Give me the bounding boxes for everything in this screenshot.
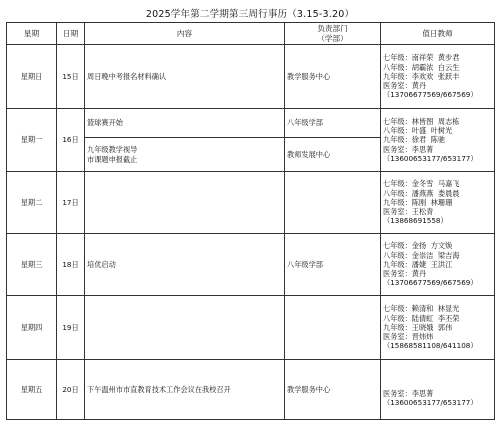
schedule-table xyxy=(6,22,495,420)
date-cell: 18日 xyxy=(57,234,85,296)
dept-cell: 八年级学部 xyxy=(285,109,381,138)
week-cell: 星期一 xyxy=(7,109,57,172)
header-dept: 负责部门 （学部） xyxy=(285,23,381,45)
dept-cell: 教学服务中心 xyxy=(285,360,381,420)
dept-cell xyxy=(285,296,381,360)
week-cell: 星期二 xyxy=(7,172,57,234)
header-week: 星期 xyxy=(7,23,57,45)
date-cell: 20日 xyxy=(57,360,85,420)
date-cell: 19日 xyxy=(57,296,85,360)
content-cell xyxy=(85,296,285,360)
dept-cell: 八年级学部 xyxy=(285,234,381,296)
page-title: 2025学年第二学期第三周行事历（3.15-3.20） xyxy=(145,9,355,20)
dept-cell xyxy=(285,172,381,234)
header-duty: 值日教师 xyxy=(381,23,495,45)
content-cell: 篮球赛开始 xyxy=(85,109,285,138)
table-row xyxy=(7,234,495,296)
table-header-row xyxy=(7,23,495,45)
duty-cell: 七年级：南祥荣 黄步君 八年级：胡霸浓 白云生 九年级：李欢欢 张跃丰 医务室：黄丹 （13706677569/667569） xyxy=(381,45,495,109)
date-cell: 17日 xyxy=(57,172,85,234)
table-row xyxy=(7,296,495,360)
week-cell: 星期四 xyxy=(7,296,57,360)
dept-cell: 教师发展中心 xyxy=(285,138,381,172)
duty-cell: 七年级：金扬 方文焕 八年级：金崇洁 梁吉海 九年级：潘婕 王洪江 医务室：黄丹 （13706677569/667569） xyxy=(381,234,495,296)
date-cell: 16日 xyxy=(57,109,85,172)
content-cell: 九年级教学视导 市课题申报截止 xyxy=(85,138,285,172)
date-cell: 15日 xyxy=(57,45,85,109)
table-row xyxy=(7,109,495,138)
content-cell: 下午温州市市直教育技术工作会议在我校召开 xyxy=(85,360,285,420)
content-cell xyxy=(85,172,285,234)
schedule-body xyxy=(7,45,495,420)
header-content: 内容 xyxy=(85,23,285,45)
week-cell: 星期三 xyxy=(7,234,57,296)
table-row xyxy=(7,360,495,420)
duty-cell: 七年级：林皆图 周志栋 八年级：叶盛 叶树光 九年级：徐君 陈驰 医务室：李思菁 （13600653177/653177） xyxy=(381,109,495,172)
table-row xyxy=(7,45,495,109)
duty-cell: 七年级：赖清和 林显光 八年级：陆倩虹 李丕荣 九年级：王晓娥 郭伟 医务室：晋炜炜 （15868581108/641108） xyxy=(381,296,495,360)
table-row xyxy=(7,172,495,234)
duty-cell: 医务室：李思菁 （13600653177/653177） xyxy=(381,360,495,420)
content-cell: 周日晚中考报名材料确认 xyxy=(85,45,285,109)
duty-cell: 七年级：金冬雪 马嘉飞 八年级：潘燕燕 娄晨晨 九年级：陈刚 林珊珊 医务室：王松青 （13868691558） xyxy=(381,172,495,234)
dept-cell: 教学服务中心 xyxy=(285,45,381,109)
content-cell: 培优启动 xyxy=(85,234,285,296)
week-cell: 星期五 xyxy=(7,360,57,420)
header-date: 日期 xyxy=(57,23,85,45)
week-cell: 星期日 xyxy=(7,45,57,109)
